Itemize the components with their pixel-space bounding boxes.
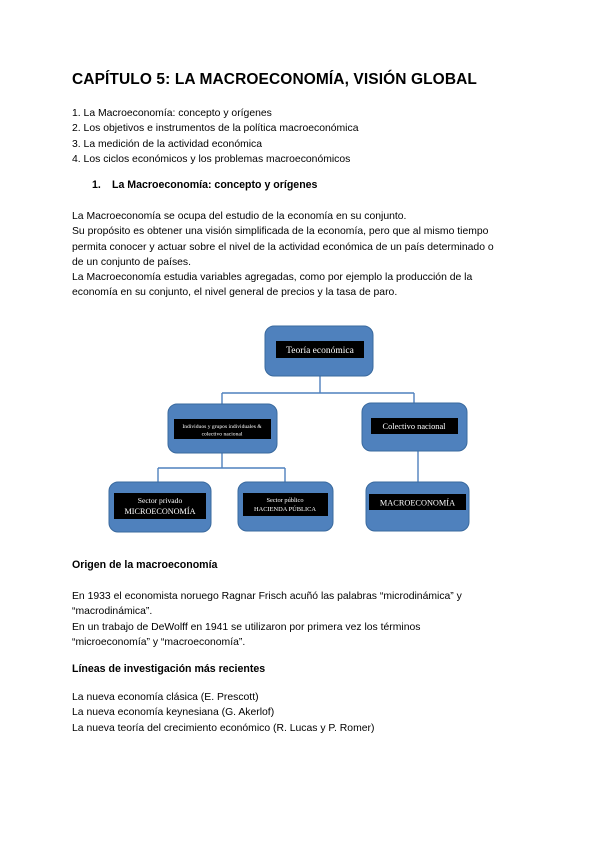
toc-item: 4. Los ciclos económicos y los problemas macroeconómicos (72, 154, 351, 166)
paragraph-line: permita conocer y actuar sobre el nivel de la actividad económica de un país determinado o (72, 241, 494, 253)
node-colectivo-nacional (362, 403, 467, 451)
toc-item: 1. La Macroeconomía: concepto y orígenes (72, 108, 272, 119)
origin-paragraph (72, 589, 542, 650)
node-label: HACIENDA PÚBLICA (254, 506, 316, 513)
list-item: La nueva teoría del crecimiento económico (R. Lucas y P. Romer) (72, 722, 375, 734)
node-label: Sector público (266, 497, 304, 504)
research-list (72, 690, 542, 736)
toc-item: 3. La medición de la actividad económica (72, 138, 263, 150)
list-item: La nueva economía clásica (E. Prescott) (72, 692, 259, 703)
node-label: Teoría económica (286, 346, 354, 356)
toc-item: 2. Los objetivos e instrumentos de la política macroeconómica (72, 123, 359, 135)
paragraph-line: La Macroeconomía se ocupa del estudio de la economía en su conjunto. (72, 211, 407, 222)
node-label: Individuos y grupos individuales & (182, 424, 262, 430)
chapter-title: CAPÍTULO 5: LA MACROECONOMÍA, VISIÓN GLOBAL (72, 71, 477, 88)
node-sector-publico (238, 482, 333, 531)
node-label: MICROECONOMÍA (124, 507, 196, 516)
paragraph-line: economía en su conjunto, el nivel general de precios y la tasa de paro. (72, 287, 398, 299)
node-sector-privado (109, 482, 211, 532)
paragraph-line: “macrodinámica”. (72, 606, 153, 618)
section-heading-text: La Macroeconomía: concepto y orígenes (112, 179, 318, 191)
origin-heading: Origen de la macroeconomía (72, 559, 218, 571)
paragraph-line: En 1933 el economista noruego Ragnar Frisch acuñó las palabras “microdinámica” y (72, 591, 462, 602)
paragraph-line: “microeconomía” y “macroeconomía”. (72, 636, 246, 648)
node-macroeconomia (366, 482, 469, 531)
research-heading: Líneas de investigación más recientes (72, 663, 266, 675)
node-label: Colectivo nacional (382, 422, 446, 431)
paragraph-line: Su propósito es obtener una visión simplificada de la economía, pero que al mismo tiempo (72, 226, 489, 238)
node-individuos (168, 404, 277, 453)
paragraph-line: de un conjunto de países. (72, 256, 192, 268)
node-label: Sector privado (137, 496, 183, 505)
node-label: MACROECONOMÍA (379, 498, 456, 508)
paragraph-line: La Macroeconomía estudia variables agregadas, como por ejemplo la producción de la (72, 272, 473, 284)
list-item: La nueva economía keynesiana (G. Akerlof) (72, 707, 275, 719)
paragraph-line: En un trabajo de DeWolff en 1941 se utilizaron por primera vez los términos (72, 621, 421, 633)
node-label: colectivo nacional (201, 431, 243, 438)
node-teoria-economica (265, 326, 373, 376)
section-number: 1. (92, 179, 101, 191)
